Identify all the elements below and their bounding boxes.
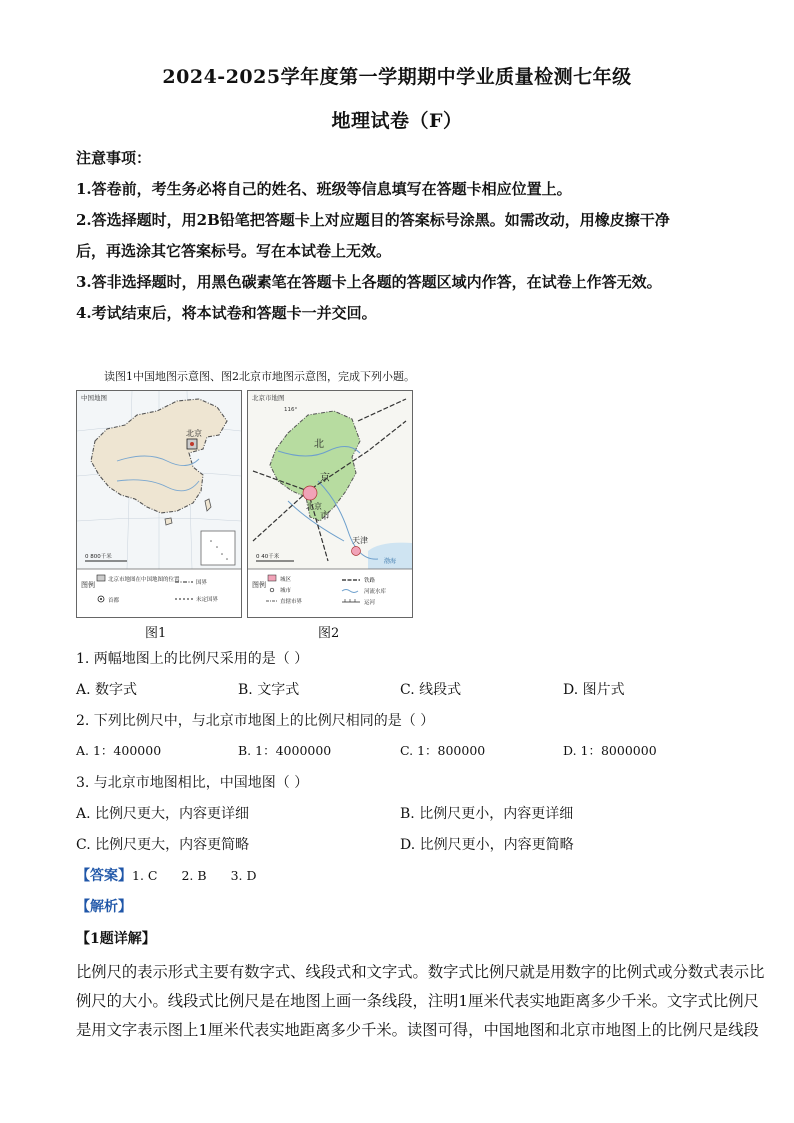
beijing-map-title: 北京市地图: [252, 394, 285, 402]
china-map-illustration: [77, 391, 241, 617]
beijing-map-label: 市: [320, 511, 330, 522]
answer-value: 3. D: [230, 868, 257, 883]
question-3-option-d: D. 比例尺更小，内容更简略: [400, 837, 574, 853]
question-3-option-b: B. 比例尺更小，内容更详细: [400, 806, 574, 822]
china-legend-item: 首都: [108, 598, 120, 604]
china-map-beijing-label: 北京: [186, 429, 202, 438]
note-item: 后，再选涂其它答案标号。写在本试卷上无效。: [76, 242, 392, 260]
china-legend-item: 未定国界: [196, 597, 219, 603]
analysis-label: 【解析】: [76, 899, 132, 915]
note-item: 3.答非选择题时，用黑色碳素笔在答题卡上各题的答题区域内作答，在试卷上作答无效。: [76, 273, 662, 291]
question-1-option-d: D. 图片式: [563, 682, 625, 698]
exam-title: 2024-2025学年度第一学期期中学业质量检测七年级: [162, 66, 632, 88]
answer-label: 【答案】: [76, 868, 132, 884]
exam-subtitle: 地理试卷（F）: [331, 110, 463, 132]
question-1-option-a: A. 数字式: [76, 682, 138, 698]
beijing-legend-item: 直辖市界: [280, 599, 303, 605]
question-3-option-c: C. 比例尺更大，内容更简略: [76, 837, 250, 853]
notes-heading: 注意事项：: [76, 149, 152, 167]
beijing-legend-item: 城市: [280, 588, 292, 594]
analysis-text-line: 是用文字表示图上1厘米代表实地距离多少千米。读图可得，中国地图和北京市地图上的比例尺是线段: [76, 1021, 759, 1039]
note-item: 1.答卷前，考生务必将自己的姓名、班级等信息填写在答题卡相应位置上。: [76, 180, 572, 198]
beijing-legend-title: 图例: [252, 581, 266, 589]
figure2-caption: 图2: [318, 626, 340, 641]
figure1-caption: 图1: [145, 626, 167, 641]
analysis-text-line: 例尺的大小。线段式比例尺是在地图上画一条线段，注明1厘米代表实地距离多少千米。文字式比例尺: [76, 992, 759, 1010]
china-legend-item: 北京市地图在中国地图的位置: [108, 577, 180, 583]
china-legend-item: 国界: [196, 580, 208, 586]
analysis-text-line: 比例尺的表示形式主要有数字式、线段式和文字式。数字式比例尺就是用数字的比例式或分数式表示比: [76, 963, 765, 981]
answer-value: 2. B: [181, 868, 207, 883]
question-2-stem: 2. 下列比例尺中，与北京市地图上的比例尺相同的是（ ）: [76, 713, 435, 729]
beijing-map-city-label: 北京: [306, 502, 322, 511]
beijing-legend-item: 运河: [364, 600, 376, 606]
question-1-option-c: C. 线段式: [400, 682, 462, 698]
beijing-map-scale: 0 40千米: [256, 554, 280, 560]
answer-line: [76, 865, 256, 885]
question-1-stem: 1. 两幅地图上的比例尺采用的是（ ）: [76, 651, 309, 667]
china-map-title: 中国地图: [81, 394, 107, 402]
figure-china-map: [76, 390, 242, 618]
question-1-option-b: B. 文字式: [238, 682, 300, 698]
figure-beijing-map: [247, 390, 413, 618]
question-3-stem: 3. 与北京市地图相比，中国地图（ ）: [76, 775, 309, 791]
answer-value: 1. C: [132, 868, 158, 883]
beijing-map-label: 京: [320, 473, 330, 484]
question-2-option-b: B. 1：4000000: [238, 743, 332, 758]
question-2-option-c: C. 1：800000: [400, 743, 486, 758]
question-2-option-d: D. 1：8000000: [563, 743, 657, 758]
beijing-map-label: 北: [314, 439, 324, 450]
analysis-detail-label: 【1题详解】: [76, 931, 156, 947]
beijing-legend-item: 城区: [280, 577, 292, 583]
beijing-map-sea-label: 渤海: [384, 558, 397, 565]
question-3-option-a: A. 比例尺更大，内容更详细: [76, 806, 250, 822]
note-item: 2.答选择题时，用2B铅笔把答题卡上对应题目的答案标号涂黑。如需改动，用橡皮擦干净: [76, 211, 670, 229]
beijing-map-city-label: 天津: [352, 536, 368, 545]
figure-intro: 读图1中国地图示意图、图2北京市地图示意图，完成下列小题。: [104, 370, 415, 383]
beijing-legend-item: 铁路: [364, 578, 376, 584]
question-2-option-a: A. 1：400000: [76, 743, 162, 758]
china-map-scale: 0 800千米: [85, 554, 112, 560]
note-item: 4.考试结束后，将本试卷和答题卡一并交回。: [76, 304, 377, 322]
beijing-map-meridian: 116°: [284, 407, 298, 413]
china-legend-title: 图例: [81, 581, 95, 589]
beijing-map-illustration: [248, 391, 412, 617]
beijing-legend-item: 河流水库: [364, 589, 387, 595]
